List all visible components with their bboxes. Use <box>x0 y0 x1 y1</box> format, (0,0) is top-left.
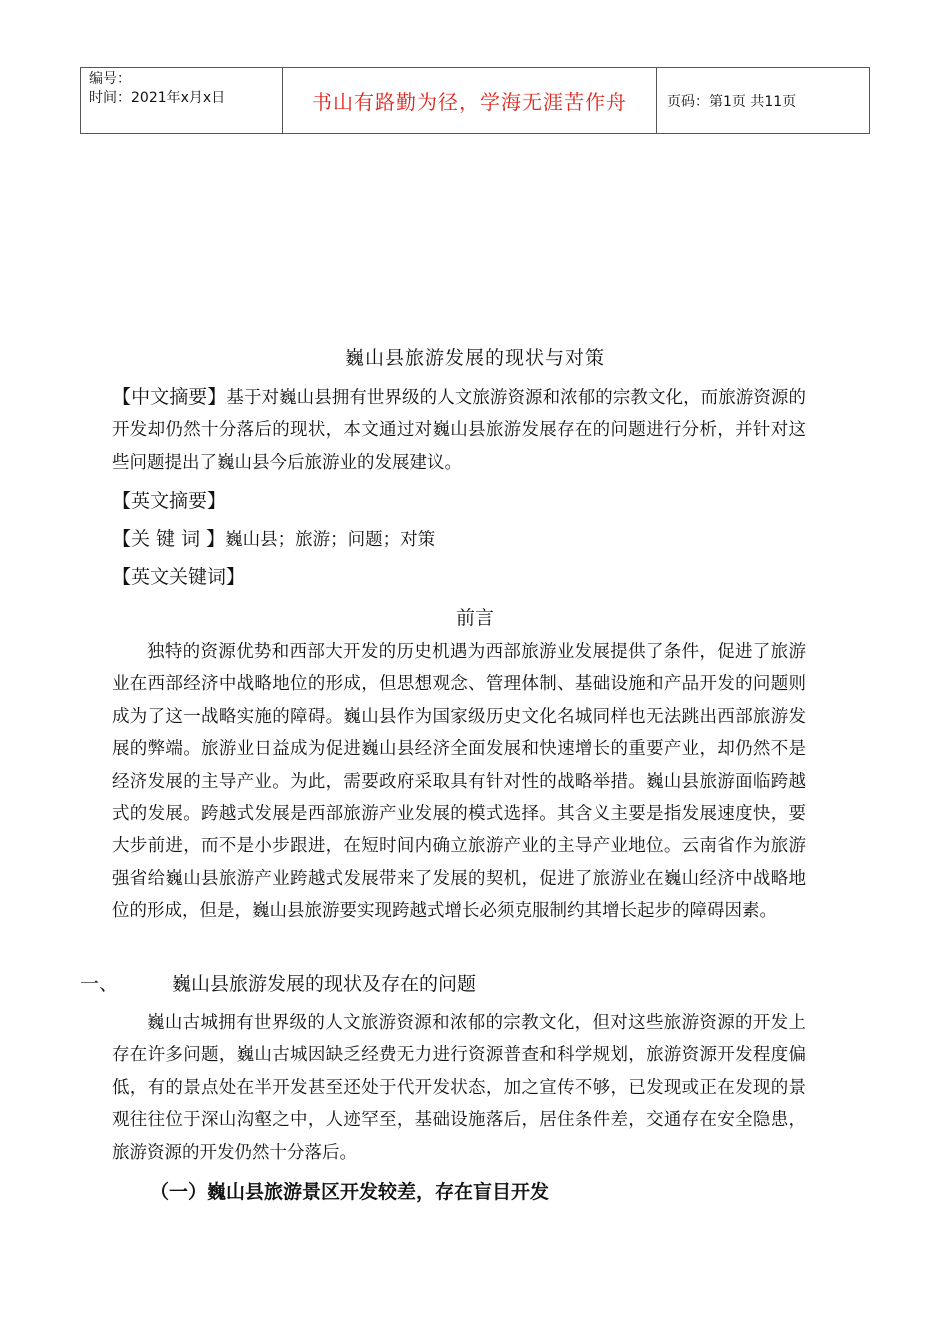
header-motto-cell <box>283 68 657 134</box>
header-meta-cell <box>81 68 283 134</box>
header-page-cell <box>657 68 870 134</box>
keywords-label: 【关 键 词 】 <box>112 528 226 550</box>
page-info: 页码：第1页 共11页 <box>667 93 797 110</box>
chinese-abstract-label: 【中文摘要】 <box>112 386 227 408</box>
section-1-title: 巍山县旅游发展的现状及存在的问题 <box>172 973 477 995</box>
preface-heading: 前言 <box>455 607 494 629</box>
number-label: 编号： <box>89 71 131 87</box>
page-title: 巍山县旅游发展的现状与对策 <box>344 347 605 369</box>
subsection-1-heading: （一）巍山县旅游景区开发较差，存在盲目开发 <box>150 1181 550 1203</box>
english-keywords-label: 【英文关键词】 <box>112 566 246 588</box>
date-label: 时间：2021年x月x日 <box>89 90 226 106</box>
motto-text: 书山有路勤为径，学海无涯苦作舟 <box>312 90 627 114</box>
keywords-value: 巍山县；旅游；问题；对策 <box>225 530 436 550</box>
section-1-heading <box>80 969 476 999</box>
keywords-line <box>112 522 435 557</box>
section-1-number: 一、 <box>80 973 119 995</box>
chinese-abstract-text: 基于对巍山县拥有世界级的人文旅游资源和浓郁的宗教文化，而旅游资源的开发却仍然十分落后的现状，本文通过对巍山县旅游发展存在的问题进行分析，并针对这些问题提出了巍山县今后旅游业的发展建议。 <box>112 388 806 473</box>
chinese-abstract <box>112 381 806 479</box>
section-1-body: 巍山古城拥有世界级的人文旅游资源和浓郁的宗教文化，但对这些旅游资源的开发上存在许多问题，巍山古城因缺乏经费无力进行资源普查和科学规划，旅游资源开发程度偏低，有的景点处在半开发甚至还处于代开发状态，加之宣传不够，已发现或正在发现的景观往往位于深山沟壑之中，人迹罕至，基础设施落后，居住条件差，交通存在安全隐患，旅游资源的开发仍然十分落后。 <box>112 1013 806 1163</box>
preface-body: 独特的资源优势和西部大开发的历史机遇为西部旅游业发展提供了条件，促进了旅游业在西部经济中战略地位的形成，但思想观念、管理体制、基础设施和产品开发的问题则成为了这一战略实施的障碍。巍山县作为国家级历史文化名城同样也无法跳出西部旅游发展的弊端。旅游业日益成为促进巍山县经济全面发展和快速增长的重要产业，却仍然不是经济发展的主导产业。为此，需要政府采取具有针对性的战略举措。巍山县旅游面临跨越式的发展。跨越式发展是西部旅游产业发展的模式选择。其含义主要是指发展速度快，要大步前进，而不是小步跟进，在短时间内确立旅游产业的主导产业地位。云南省作为旅游强省给巍山县旅游产业跨越式发展带来了发展的契机，促进了旅游业在巍山经济中战略地位的形成，但是，巍山县旅游要实现跨越式增长必须克服制约其增长起步的障碍因素。 <box>112 642 806 922</box>
english-abstract-label: 【英文摘要】 <box>112 490 227 512</box>
document-header-table <box>80 67 870 134</box>
